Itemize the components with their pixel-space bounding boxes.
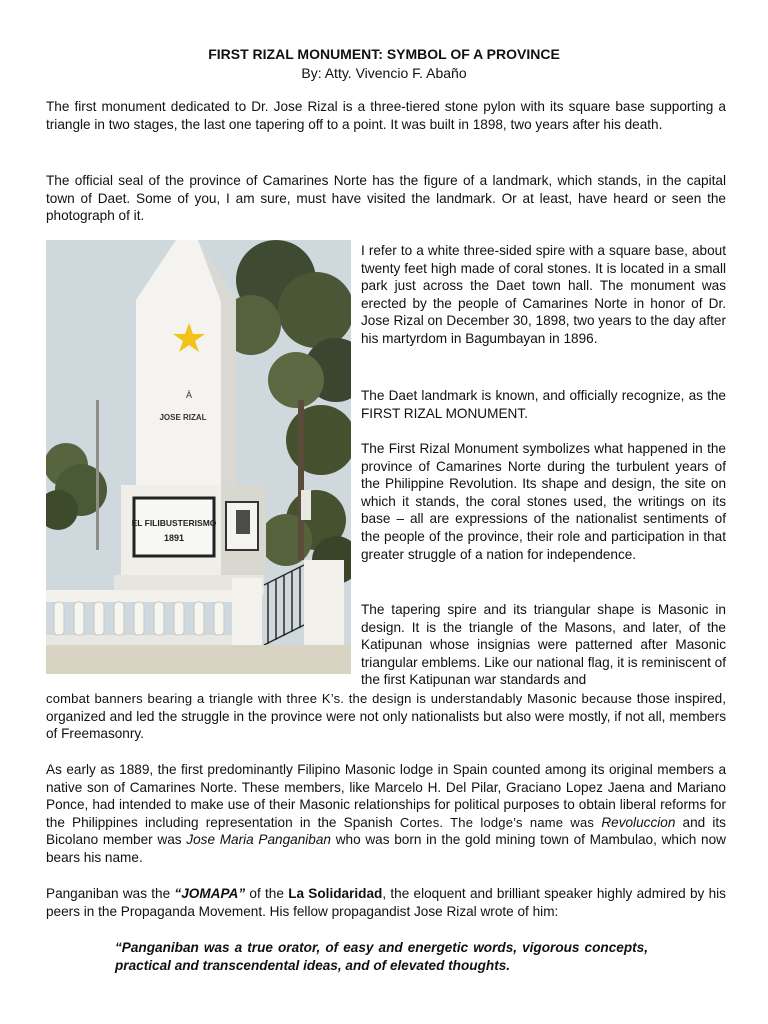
paragraph-masonic-continued	[46, 690, 726, 743]
panganiban-text-c: of the	[245, 886, 289, 901]
lodge-name: Revoluccion	[601, 814, 676, 830]
masonic-continued-line: combat banners bearing a triangle with three K’s. the design is understandably Masonic because	[46, 691, 633, 706]
paragraph-lodge	[46, 761, 726, 867]
paragraph-panganiban	[46, 885, 726, 920]
inscription-top: À	[185, 390, 193, 400]
document-byline: By: Atty. Vivencio F. Abaño	[301, 65, 467, 81]
panganiban-text-a: Panganiban was the	[46, 886, 175, 901]
masonic-continued-rest: those inspired, organized and led the struggle in the province were not only nationalists but also were mostly, if not all, members of Freemasonry.	[46, 691, 726, 742]
plaque-year: 1891	[163, 533, 185, 543]
lodge-text-d: and its Bicolano member was	[46, 814, 726, 848]
inscription-name: JOSE RIZAL	[159, 413, 207, 422]
paragraph-seal: The official seal of the province of Camarines Norte has the figure of a landmark, which stands, in the capital town of Daet. Some of you, I am sure, must have visited the landmark. Or at least, have heard or seen the photograph of it.	[46, 173, 726, 224]
paragraph-description: I refer to a white three-sided spire with a square base, about twenty feet high made of coral stones. It is located in a small park just across the Daet town hall. The monument was erected by the people of Camarines Norte in honor of Dr. Jose Rizal on December 30, 1898, two years to the day after his martyrdom in Bagumbayan in 1896.	[361, 243, 726, 346]
panganiban-text-e: , the eloquent and brilliant speaker highly admired by his peers in the Propaganda Movement. His fellow propagandist Jose Rizal wrote of him:	[46, 886, 726, 919]
member-name: Jose Maria Panganiban	[186, 832, 331, 848]
monument-base	[121, 485, 266, 580]
rizal-quote: “Panganiban was a true orator, of easy and energetic words, vigorous concepts, practical and transcendental ideas, and of elevated thoughts.	[115, 940, 648, 973]
monument-photo	[46, 240, 351, 674]
monument-spire	[136, 240, 236, 490]
lodge-text-b: Cortes. The lodge’s name was	[399, 814, 602, 830]
lodge-text-f: who was born in the gold mining town of Mambulao, which now bears his name.	[46, 832, 726, 865]
jomapa-label: “JOMAPA”	[174, 886, 246, 901]
paragraph-masonic: The tapering spire and its triangular shape is Masonic in design. It is the triangle of the Masons, and later, of the Katipunan whose insignias were patterned after Masonic triangular emblems. Like our national flag, it is reminiscent of the first Katipunan war standards and	[361, 602, 726, 688]
paragraph-landmark: The Daet landmark is known, and officially recognize, as the FIRST RIZAL MONUMENT.	[361, 388, 726, 421]
lodge-text-a: As early as 1889, the first predominantly Filipino Masonic lodge in Spain counted among its original members a native son of Camarines Norte. These members, like Marcelo H. Del Pilar, Graciano Lopez Jaena and Mariano Ponce, had intended to make use of their Masonic relationships for political purposes to obtain liberal reforms for the Philippines including representation in the Spanish	[46, 762, 726, 830]
document-title: FIRST RIZAL MONUMENT: SYMBOL OF A PROVINCE	[208, 46, 560, 62]
plaque-title: EL FILIBUSTERISMO	[131, 518, 217, 528]
paragraph-symbolism: The First Rizal Monument symbolizes what happened in the province of Camarines Norte during the turbulent years of the Philippine Revolution. Its shape and design, the site on which it stands, the coral stones used, the writings on its base – all are expressions of the nationalist sentiments of the people of the province, their role and participation in that greater struggle of a nation for independence.	[361, 441, 726, 562]
la-solidaridad-label: La Solidaridad	[288, 886, 383, 901]
paragraph-intro: The first monument dedicated to Dr. Jose Rizal is a three-tiered stone pylon with its square base supporting a triangle in two stages, the last one tapering off to a point. It was built in 1898, two years after his death.	[46, 99, 726, 132]
